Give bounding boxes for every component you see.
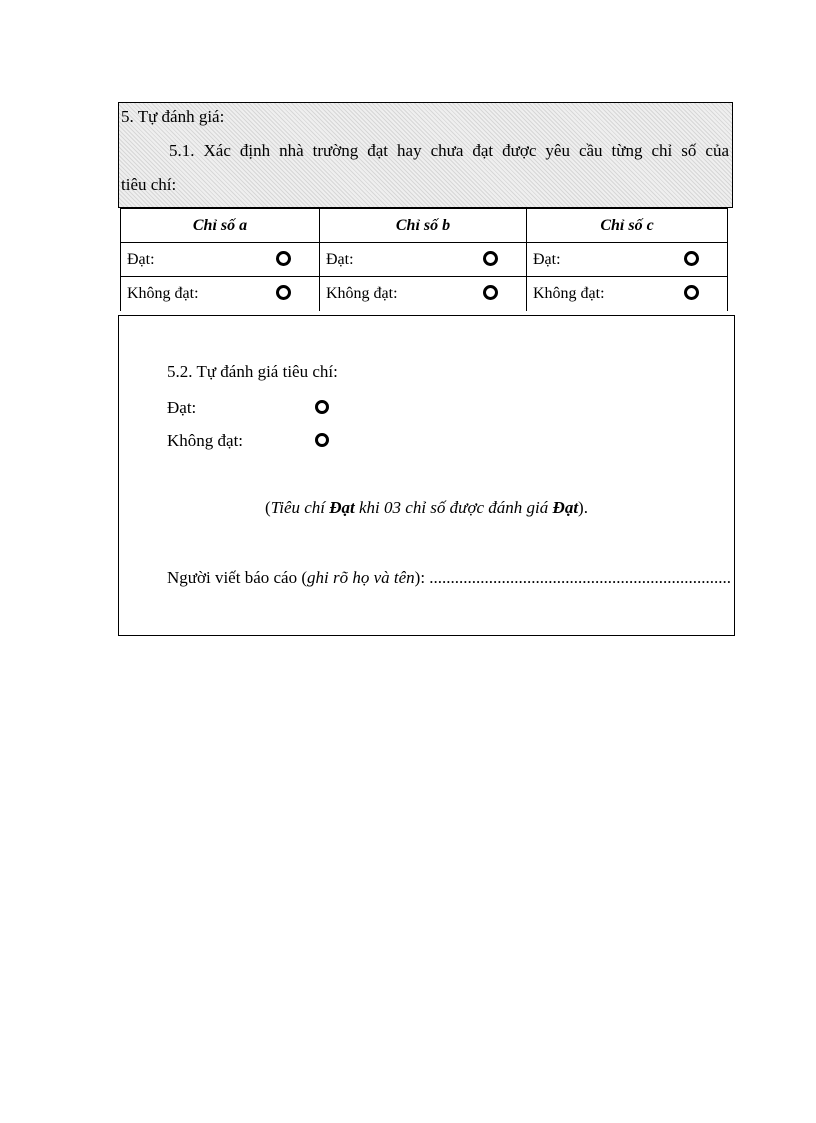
signer-colon: ): — [414, 568, 430, 587]
indicator-header-row — [121, 209, 728, 243]
section-heading: 5. Tự đánh giá: — [121, 107, 225, 126]
criterion-note — [119, 498, 734, 518]
eval-option-khong-dat — [167, 431, 243, 451]
item-5-1-text-cont: tiêu chí: — [121, 175, 177, 194]
option-label: Đạt: — [326, 250, 354, 268]
radio-criterion-dat[interactable] — [315, 400, 329, 414]
radio-b-dat[interactable] — [483, 251, 498, 266]
item-5-1-text: 5.1. Xác định nhà trường đạt hay chưa đạt được yêu cầu từng chỉ số của — [169, 141, 729, 160]
option-label: Không đạt: — [533, 284, 605, 302]
eval-option-dat — [167, 398, 196, 418]
radio-c-khong-dat[interactable] — [684, 285, 699, 300]
self-assessment-header — [118, 102, 733, 208]
radio-b-khong-dat[interactable] — [483, 285, 498, 300]
radio-c-dat[interactable] — [684, 251, 699, 266]
cell-c-khong-dat — [527, 277, 728, 311]
cell-c-dat — [527, 243, 728, 277]
option-label: Đạt: — [127, 250, 155, 268]
item-5-2-title: 5.2. Tự đánh giá tiêu chí: — [167, 362, 338, 381]
criterion-self-eval-box — [118, 315, 735, 636]
report-writer-line — [167, 568, 731, 588]
cell-b-khong-dat — [320, 277, 527, 311]
eval-option-label: Đạt: — [167, 398, 197, 417]
table-row-dat — [121, 243, 728, 277]
cell-a-dat — [121, 243, 320, 277]
eval-option-label: Không đạt: — [167, 431, 244, 450]
signer-label: Người viết báo cáo ( — [167, 568, 307, 587]
cell-b-dat — [320, 243, 527, 277]
column-header-c: Chỉ số c — [527, 209, 728, 243]
radio-criterion-khong-dat[interactable] — [315, 433, 329, 447]
option-label: Đạt: — [533, 250, 561, 268]
column-header-b: Chỉ số b — [320, 209, 527, 243]
note-bold-dat: Đạt — [329, 498, 355, 517]
option-label: Không đạt: — [127, 284, 199, 302]
note-open-paren: ( — [265, 498, 271, 517]
note-text: Tiêu chí — [270, 498, 330, 517]
note-text-mid: khi 03 chỉ số được đánh giá — [354, 498, 553, 517]
cell-a-khong-dat — [121, 277, 320, 311]
note-close-paren: ). — [578, 498, 588, 517]
note-bold-dat-2: Đạt — [552, 498, 579, 517]
indicator-table — [120, 208, 728, 311]
signer-hint: ghi rõ họ và tên — [307, 568, 415, 587]
radio-a-dat[interactable] — [276, 251, 291, 266]
option-label: Không đạt: — [326, 284, 398, 302]
radio-a-khong-dat[interactable] — [276, 285, 291, 300]
table-row-khong-dat — [121, 277, 728, 311]
column-header-a: Chỉ số a — [121, 209, 320, 243]
signer-name-field[interactable]: ....................................................................... — [429, 568, 732, 587]
